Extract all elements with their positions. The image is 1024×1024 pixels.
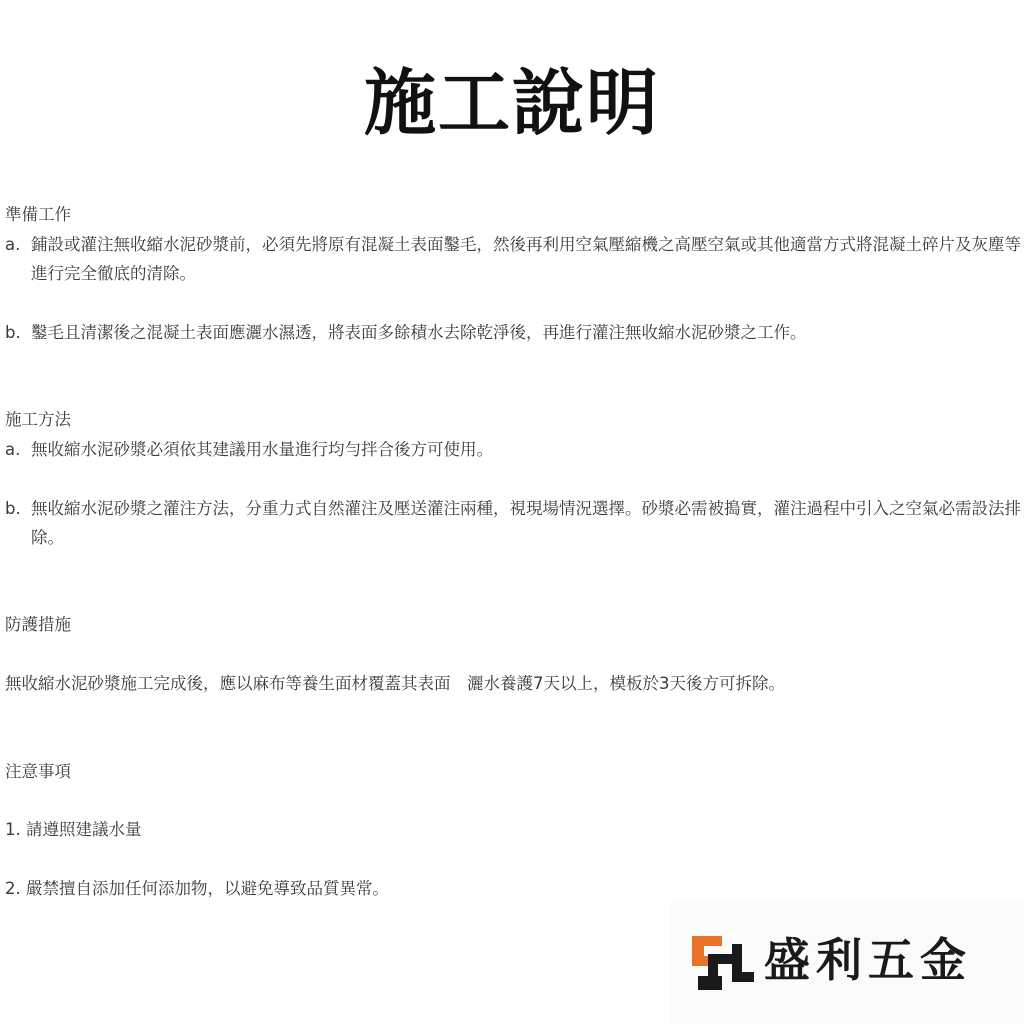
list-item-prep-a — [5, 230, 1021, 288]
section-heading-protect: 防護措施 — [5, 615, 71, 634]
list-item-prep-b — [5, 318, 1021, 347]
logo-text: 盛利五金 — [764, 933, 972, 987]
list-item-text: 無收縮水泥砂漿之灌注方法，分重力式自然灌注及壓送灌注兩種，視現場情況選擇。砂漿必需被搗實，灌注過程中引入之空氣必需設法排除。 — [31, 499, 1021, 547]
list-item-text: 鑿毛且清潔後之混凝土表面應灑水濕透，將表面多餘積水去除乾淨後，再進行灌注無收縮水泥砂漿之工作。 — [31, 323, 807, 342]
page-title: 施工說明 — [363, 61, 660, 145]
list-item-text: 無收縮水泥砂漿必須依其建議用水量進行均勻拌合後方可使用。 — [31, 440, 493, 459]
section-heading-prep: 準備工作 — [5, 205, 71, 224]
note-item-2: 2. 嚴禁擅自添加任何添加物，以避免導致品質異常。 — [5, 879, 389, 898]
list-marker: b. — [5, 323, 21, 342]
protect-text: 無收縮水泥砂漿施工完成後，應以麻布等養生面材覆蓋其表面 灑水養護7天以上，模板於3天後方可拆除。 — [5, 674, 785, 693]
list-item-method-a — [5, 435, 1021, 464]
shengli-logo-icon — [688, 932, 754, 994]
list-marker: a. — [5, 235, 21, 254]
list-item-text: 鋪設或灌注無收縮水泥砂漿前，必須先將原有混凝土表面鑿毛，然後再利用空氣壓縮機之高壓空氣或其他適當方式將混凝土碎片及灰塵等進行完全徹底的清除。 — [31, 235, 1021, 283]
note-item-1: 1. 請遵照建議水量 — [5, 820, 142, 839]
section-heading-notes: 注意事項 — [5, 762, 71, 781]
list-item-method-b — [5, 494, 1021, 552]
section-heading-method: 施工方法 — [5, 410, 71, 429]
list-marker: b. — [5, 499, 21, 518]
list-marker: a. — [5, 440, 21, 459]
